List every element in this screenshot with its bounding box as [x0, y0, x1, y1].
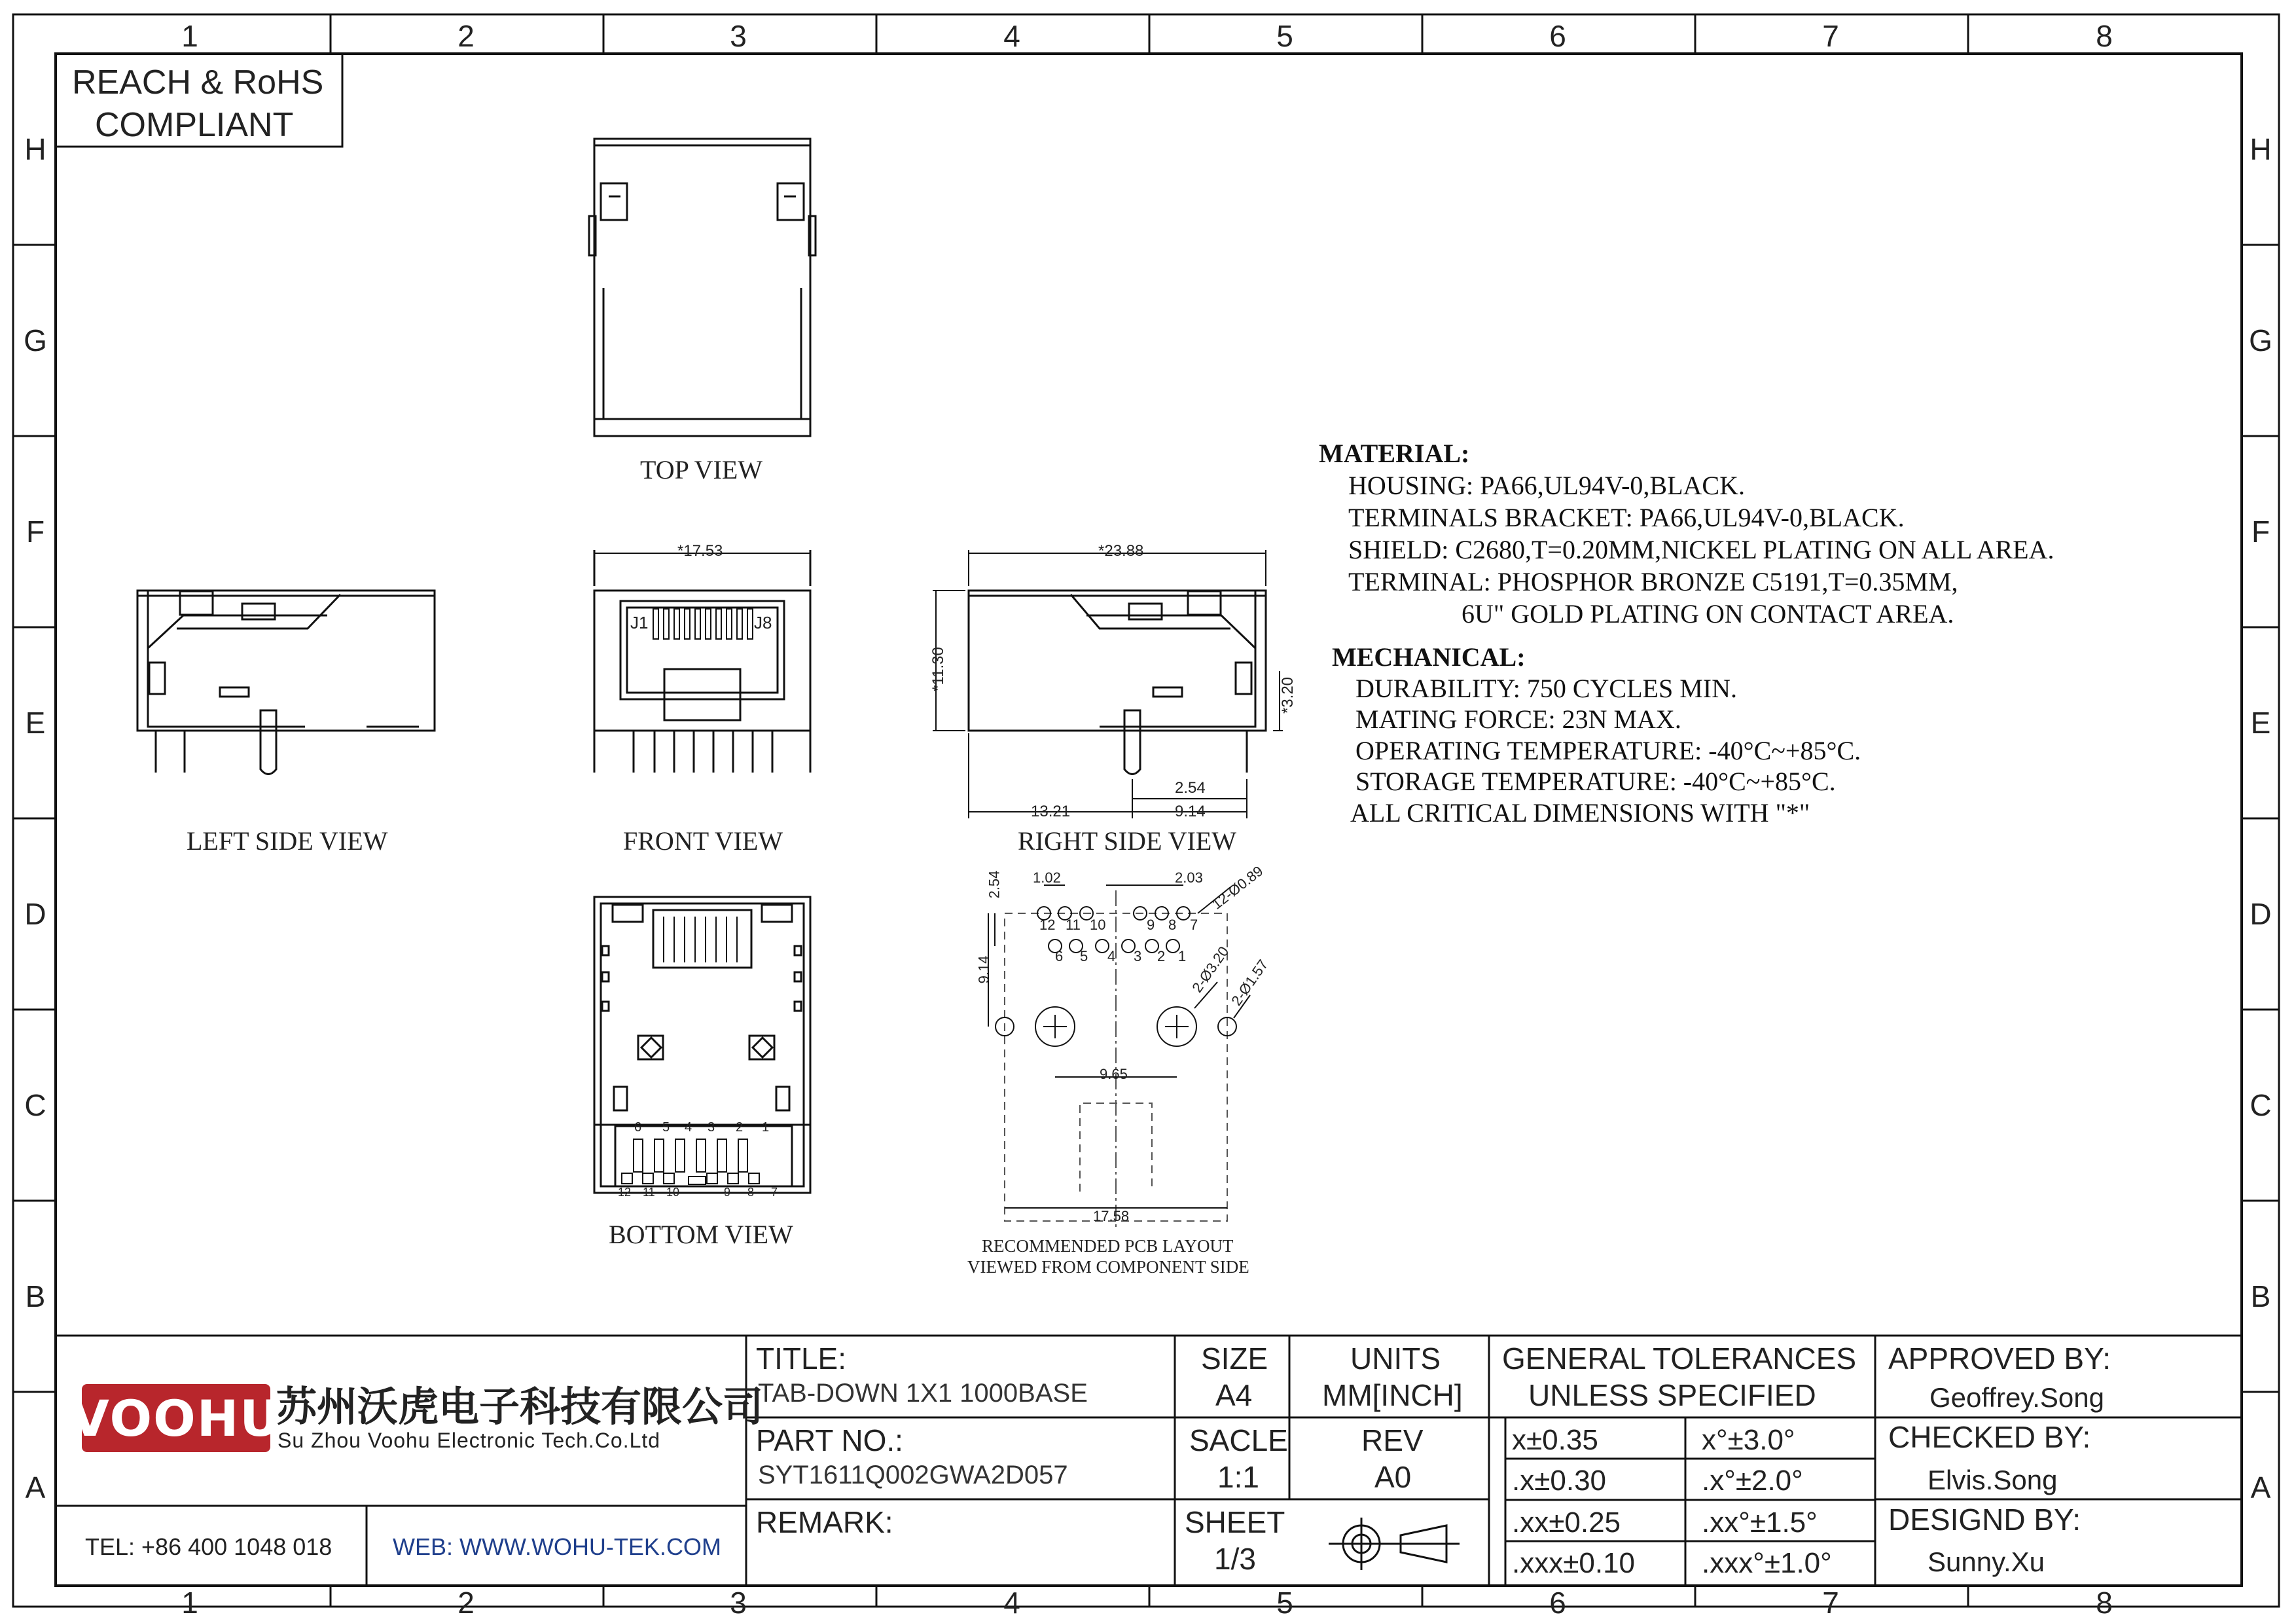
- sheet-label: SHEET: [1185, 1505, 1285, 1539]
- material-line: 6U" GOLD PLATING ON CONTACT AREA.: [1462, 599, 1954, 629]
- bottom-pin-4: 4: [685, 1120, 692, 1135]
- mechanical-notes: [1332, 642, 1861, 828]
- zone-row-b: B: [25, 1279, 46, 1313]
- zone-col-6-bottom: 6: [1549, 1586, 1566, 1620]
- top-view-caption: TOP VIEW: [640, 455, 763, 484]
- bottom-pin-1: 1: [762, 1120, 770, 1135]
- dim-front-width: *17.53: [677, 542, 723, 560]
- approved-by-value: Geoffrey.Song: [1929, 1382, 2104, 1413]
- zone-col-7: 7: [1822, 19, 1839, 53]
- pcb-pin-12: 12: [1039, 917, 1056, 933]
- dim-254: 2.54: [1175, 779, 1206, 797]
- dim-1321: 13.21: [1031, 803, 1071, 820]
- company-logo: [71, 1384, 282, 1452]
- bottom-pin-12: 12: [618, 1186, 632, 1199]
- pcb-pin-3: 3: [1134, 948, 1142, 964]
- jack-pin-j1: J1: [630, 613, 649, 632]
- designed-by-label: DESIGND BY:: [1888, 1503, 2081, 1537]
- tolerance-angular-1: .x°±2.0°: [1702, 1465, 1803, 1497]
- zone-col-6: 6: [1549, 19, 1566, 53]
- zone-row-f-right: F: [2251, 515, 2270, 549]
- pcb-dim-203: 2.03: [1175, 869, 1203, 886]
- zone-row-e: E: [25, 706, 46, 740]
- projection-symbol-icon: [1329, 1518, 1460, 1570]
- tolerances-title-1: GENERAL TOLERANCES: [1502, 1341, 1857, 1376]
- title-value: TAB-DOWN 1X1 1000BASE: [758, 1379, 1088, 1408]
- pcb-dim-102: 1.02: [1033, 869, 1061, 886]
- tolerance-linear-1: .x±0.30: [1512, 1465, 1607, 1497]
- zone-col-2-bottom: 2: [457, 1586, 475, 1620]
- compliance-line-2: COMPLIANT: [95, 106, 294, 144]
- zone-col-4: 4: [1003, 19, 1020, 53]
- bottom-pin-10: 10: [666, 1186, 680, 1199]
- zone-col-1: 1: [181, 19, 198, 53]
- mechanical-heading: MECHANICAL:: [1332, 642, 1526, 672]
- pcb-pin-1: 1: [1178, 948, 1187, 964]
- mechanical-line: OPERATING TEMPERATURE: -40°C~+85°C.: [1355, 735, 1861, 765]
- units-value: MM[INCH]: [1322, 1378, 1463, 1412]
- pcb-pin-9: 9: [1147, 917, 1155, 933]
- right-side-view-drawing: [929, 550, 1283, 818]
- zone-row-f: F: [26, 515, 45, 549]
- mechanical-line: MATING FORCE: 23N MAX.: [1355, 704, 1681, 734]
- bottom-pin-2: 2: [736, 1120, 744, 1135]
- material-line: TERMINALS BRACKET: PA66,UL94V-0,BLACK.: [1348, 503, 1905, 532]
- tolerance-angular-3: .xxx°±1.0°: [1702, 1547, 1832, 1579]
- zone-col-8-bottom: 8: [2096, 1586, 2113, 1620]
- title-label: TITLE:: [756, 1341, 847, 1376]
- bottom-pin-9: 9: [724, 1186, 731, 1199]
- pcb-pin-11: 11: [1066, 917, 1081, 933]
- zone-col-2: 2: [457, 19, 475, 53]
- pcb-pin-10: 10: [1090, 917, 1106, 933]
- pcb-dim-hole-320: 2-Ø3.20: [1189, 943, 1232, 996]
- zone-row-c: C: [24, 1088, 46, 1122]
- pcb-pin-5: 5: [1080, 948, 1088, 964]
- tolerance-angular-0: x°±3.0°: [1702, 1424, 1795, 1456]
- tolerance-linear-2: .xx±0.25: [1512, 1506, 1621, 1539]
- left-side-view-drawing: [137, 591, 435, 775]
- mechanical-line: ALL CRITICAL DIMENSIONS WITH "*": [1350, 797, 1810, 828]
- pcb-caption-line-2: VIEWED FROM COMPONENT SIDE: [967, 1257, 1249, 1277]
- tolerance-linear-3: .xxx±0.10: [1512, 1547, 1636, 1579]
- pcb-layout-drawing: [988, 885, 1250, 1231]
- zone-row-d-right: D: [2250, 897, 2272, 931]
- zone-row-a-right: A: [2250, 1470, 2271, 1504]
- zone-row-h-right: H: [2250, 132, 2272, 166]
- designed-by-value: Sunny.Xu: [1928, 1546, 2045, 1577]
- mechanical-line: DURABILITY: 750 CYCLES MIN.: [1355, 673, 1737, 703]
- bottom-view-caption: BOTTOM VIEW: [609, 1220, 793, 1249]
- zone-col-5: 5: [1276, 19, 1293, 53]
- dim-offset-320: *3.20: [1279, 676, 1297, 714]
- pcb-dim-254: 2.54: [986, 870, 1003, 899]
- material-heading: MATERIAL:: [1319, 439, 1470, 468]
- rev-value: A0: [1374, 1460, 1412, 1494]
- material-line: TERMINAL: PHOSPHOR BRONZE C5191,T=0.35MM,: [1348, 567, 1958, 596]
- zone-col-4-bottom: 4: [1003, 1586, 1020, 1620]
- logo-text: VOOHU: [71, 1389, 282, 1448]
- company-name-en: Su Zhou Voohu Electronic Tech.Co.Ltd: [278, 1429, 661, 1452]
- checked-by-label: CHECKED BY:: [1888, 1420, 2091, 1454]
- pcb-dim-965: 9.65: [1100, 1066, 1128, 1082]
- material-line: HOUSING: PA66,UL94V-0,BLACK.: [1348, 471, 1745, 500]
- front-view-caption: FRONT VIEW: [623, 826, 783, 856]
- zone-row-b-right: B: [2250, 1279, 2271, 1313]
- bottom-pin-5: 5: [662, 1120, 670, 1135]
- pcb-dim-914: 9.14: [975, 955, 992, 984]
- size-value: A4: [1215, 1378, 1253, 1412]
- tolerance-linear-0: x±0.35: [1512, 1424, 1598, 1456]
- pcb-pin-2: 2: [1157, 948, 1166, 964]
- top-view-drawing: [589, 139, 816, 436]
- part-no-value: SYT1611Q002GWA2D057: [758, 1461, 1068, 1489]
- website-link[interactable]: WEB: WWW.WOHU-TEK.COM: [393, 1533, 721, 1560]
- material-line: SHIELD: C2680,T=0.20MM,NICKEL PLATING ON ALL AREA.: [1348, 535, 2054, 564]
- zone-row-g: G: [24, 323, 47, 357]
- zone-col-3-bottom: 3: [730, 1586, 747, 1620]
- front-view-drawing: [594, 550, 810, 773]
- compliance-line-1: REACH & RoHS: [72, 64, 324, 101]
- approved-by-label: APPROVED BY:: [1888, 1341, 2111, 1376]
- bottom-pin-3: 3: [708, 1120, 715, 1135]
- zone-row-g-right: G: [2249, 323, 2272, 357]
- size-label: SIZE: [1201, 1341, 1268, 1376]
- dim-right-width: *23.88: [1098, 542, 1144, 560]
- rev-label: REV: [1361, 1423, 1424, 1457]
- dim-914: 9.14: [1175, 803, 1206, 820]
- pcb-dim-1758: 17.58: [1093, 1208, 1130, 1224]
- scale-value: 1:1: [1217, 1460, 1259, 1494]
- bottom-pin-11: 11: [643, 1186, 655, 1199]
- zone-row-c-right: C: [2250, 1088, 2272, 1122]
- bottom-view-drawing: [594, 897, 810, 1193]
- remark-label: REMARK:: [756, 1505, 893, 1539]
- bottom-pin-6: 6: [634, 1120, 642, 1135]
- pcb-pin-8: 8: [1168, 917, 1177, 933]
- pcb-dim-hole-089: 12-Ø0.89: [1208, 862, 1266, 913]
- pcb-pin-6: 6: [1055, 948, 1064, 964]
- left-side-view-caption: LEFT SIDE VIEW: [187, 826, 388, 856]
- pcb-caption-line-1: RECOMMENDED PCB LAYOUT: [982, 1236, 1234, 1256]
- tolerances-title-2: UNLESS SPECIFIED: [1528, 1378, 1816, 1412]
- jack-pin-j8: J8: [754, 613, 772, 632]
- zone-col-8: 8: [2096, 19, 2113, 53]
- bottom-pin-7: 7: [771, 1186, 778, 1199]
- tolerance-angular-2: .xx°±1.5°: [1702, 1506, 1818, 1539]
- pcb-dim-hole-157: 2-Ø1.57: [1228, 956, 1272, 1009]
- zone-col-7-bottom: 7: [1822, 1586, 1839, 1620]
- part-no-label: PART NO.:: [756, 1423, 903, 1457]
- zone-row-h: H: [24, 132, 46, 166]
- bottom-pin-8: 8: [747, 1186, 755, 1199]
- zone-col-3: 3: [730, 19, 747, 53]
- dim-height: *11.30: [929, 647, 947, 691]
- mechanical-line: STORAGE TEMPERATURE: -40°C~+85°C.: [1355, 767, 1836, 796]
- tel-number: TEL: +86 400 1048 018: [85, 1533, 332, 1560]
- right-side-view-caption: RIGHT SIDE VIEW: [1018, 826, 1237, 856]
- zone-row-d: D: [24, 897, 46, 931]
- company-name-cn: 苏州沃虎电子科技有限公司: [276, 1383, 764, 1431]
- pcb-pin-7: 7: [1190, 917, 1198, 933]
- zone-col-1-bottom: 1: [181, 1586, 198, 1620]
- checked-by-value: Elvis.Song: [1928, 1465, 2058, 1495]
- zone-col-5-bottom: 5: [1276, 1586, 1293, 1620]
- pcb-pin-4: 4: [1107, 948, 1116, 964]
- material-notes: [1319, 437, 2054, 630]
- scale-label: SACLE: [1189, 1423, 1288, 1457]
- zone-row-a: A: [25, 1470, 46, 1504]
- zone-row-e-right: E: [2250, 706, 2271, 740]
- units-label: UNITS: [1350, 1341, 1441, 1376]
- sheet-value: 1/3: [1214, 1542, 1256, 1576]
